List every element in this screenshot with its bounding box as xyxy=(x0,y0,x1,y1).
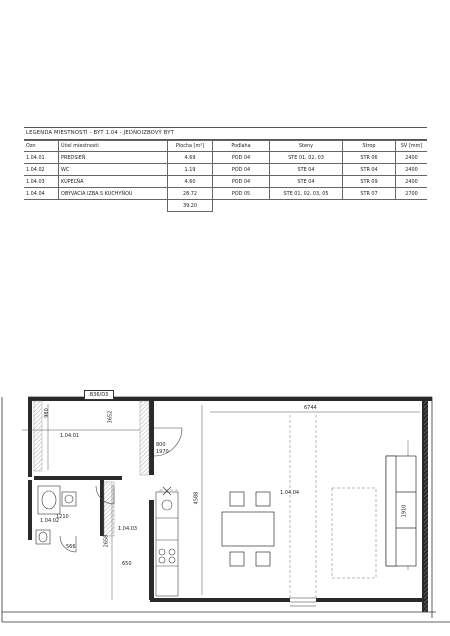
room-tag-living: 1.04.04 xyxy=(280,490,300,496)
cell-sv: 2700 xyxy=(396,188,428,200)
cell-ucel: OBÝVACIA IZBA S KUCHYŇOU xyxy=(59,188,168,200)
column-header: Strop xyxy=(343,141,396,152)
wall-hatch xyxy=(34,401,428,612)
cell-strop: STR 09 xyxy=(343,176,396,188)
dim-living-width: 6744 xyxy=(304,405,317,411)
cell-steny: STE 04 xyxy=(270,164,343,176)
dim-door-b: 1970 xyxy=(156,449,169,455)
dim-hall-b: 3652 xyxy=(107,410,114,424)
cell-sv: 2400 xyxy=(396,152,428,164)
cell-plocha: 4.60 xyxy=(168,176,213,188)
cell-plocha: 1.19 xyxy=(168,164,213,176)
total-area: 39.20 xyxy=(168,200,213,212)
dim-sofa: 1910 xyxy=(401,504,408,518)
cell-steny: STE 01, 02, 03 xyxy=(270,152,343,164)
cell-steny: STE 01, 02, 03, 05 xyxy=(270,188,343,200)
dim-small-b: 650 xyxy=(122,561,132,567)
dimension-lines xyxy=(22,404,420,600)
cell-plocha: 4.69 xyxy=(168,152,213,164)
cell-ozn: 1.04.01 xyxy=(24,152,59,164)
cell-podlaha: POD 04 xyxy=(213,164,270,176)
cell-sv: 2400 xyxy=(396,176,428,188)
cell-strop: STR 06 xyxy=(343,152,396,164)
room-tag-wc: 1.04.02 xyxy=(40,518,60,524)
cell-sv: 2400 xyxy=(396,164,428,176)
column-header: Účel miestnosti xyxy=(59,141,168,152)
dim-wc: 1210 xyxy=(56,514,69,520)
room-tag-hall: 1.04.01 xyxy=(60,433,80,439)
column-header: Steny xyxy=(270,141,343,152)
cell-plocha: 28.72 xyxy=(168,188,213,200)
dim-bath: 2658 xyxy=(103,534,110,548)
windows xyxy=(290,598,316,606)
kitchen-counter xyxy=(156,492,178,596)
dim-small-a: 566 xyxy=(66,544,76,550)
column-header: Plocha [m²] xyxy=(168,141,213,152)
cell-ucel: PREDSIEŇ xyxy=(59,152,168,164)
cell-podlaha: POD 05 xyxy=(213,188,270,200)
column-header: Podlaha xyxy=(213,141,270,152)
dim-door-a: 800 xyxy=(156,442,166,448)
apartment-label: B36/D3 xyxy=(84,390,114,400)
cell-strop: STR 04 xyxy=(343,164,396,176)
cell-ozn: 1.04.04 xyxy=(24,188,59,200)
structural-outline xyxy=(160,415,376,600)
outer-frame xyxy=(2,397,450,622)
column-header: Ozn xyxy=(24,141,59,152)
dining-set xyxy=(222,492,274,566)
legend-title: LEGENDA MIESTNOSTÍ - BYT 1.04 - JEDNOIZBOVÝ BYT xyxy=(24,127,427,140)
cell-ozn: 1.04.02 xyxy=(24,164,59,176)
cell-strop: STR 07 xyxy=(343,188,396,200)
room-tag-bath: 1.04.03 xyxy=(118,526,138,532)
cell-podlaha: POD 04 xyxy=(213,176,270,188)
column-header: SV [mm] xyxy=(396,141,428,152)
dim-living-height: 4588 xyxy=(193,491,200,505)
dim-hall-a: 980 xyxy=(43,408,50,418)
cell-ozn: 1.04.03 xyxy=(24,176,59,188)
cell-podlaha: POD 04 xyxy=(213,152,270,164)
cell-steny: STE 04 xyxy=(270,176,343,188)
cell-ucel: WC xyxy=(59,164,168,176)
cell-ucel: KÚPEĽŇA xyxy=(59,176,168,188)
